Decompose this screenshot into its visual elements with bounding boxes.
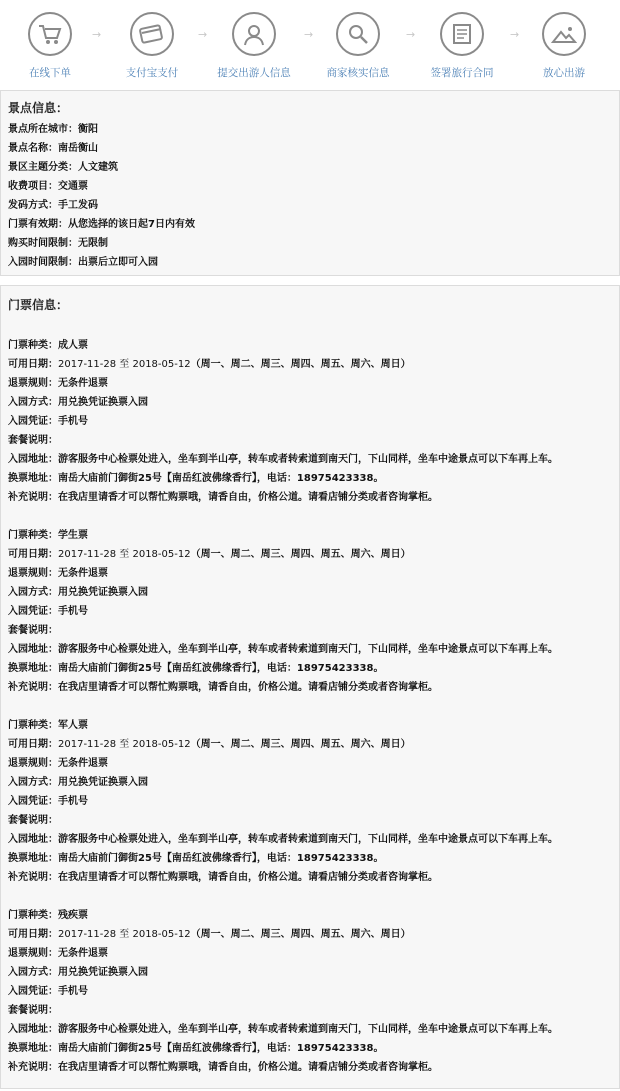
ticket-voucher: 入园凭证：手机号 <box>8 796 88 807</box>
ticket-package: 套餐说明： <box>8 815 58 826</box>
ticket-refund: 退票规则：无条件退票 <box>8 758 108 769</box>
arrow-icon: → <box>304 28 314 41</box>
arrow-icon: → <box>198 28 208 41</box>
ticket-note: 补充说明：在我店里请香才可以帮忙购票哦，请香自由，价格公道。请看店铺分类或者咨询掌柜。 <box>8 1062 438 1073</box>
step-merchant-verify <box>310 12 406 80</box>
info-row: 购买时间限制：无限制 <box>8 238 108 249</box>
step-submit-traveler <box>206 12 302 80</box>
step-label: 在线下单 <box>29 67 71 79</box>
ticket-exchange-address: 换票地址：南岳大庙前门御街25号【南岳红波佛缘香行】，电话：18975423338。 <box>8 1043 384 1054</box>
ticket-entry-address: 入园地址：游客服务中心检票处进入，坐车到半山亭，转车或者转索道到南天门，下山同样，坐车中途景点可以下车再上车。 <box>8 1024 558 1035</box>
ticket-type: 门票种类：学生票 <box>8 530 88 541</box>
ticket-refund: 退票规则：无条件退票 <box>8 568 108 579</box>
info-row: 景区主题分类：人文建筑 <box>8 162 118 173</box>
ticket-exchange-address: 换票地址：南岳大庙前门御街25号【南岳红波佛缘香行】，电话：18975423338。 <box>8 663 384 674</box>
step-travel <box>516 12 612 80</box>
arrow-icon: → <box>406 28 416 41</box>
ticket-entry-address: 入园地址：游客服务中心检票处进入，坐车到半山亭，转车或者转索道到南天门，下山同样，坐车中途景点可以下车再上车。 <box>8 644 558 655</box>
payment-card-icon <box>130 12 174 56</box>
ticket-voucher: 入园凭证：手机号 <box>8 606 88 617</box>
ticket-date: 可用日期：2017-11-28 至 2018-05-12（周一、周二、周三、周四、周五、周六、周日） <box>8 739 411 750</box>
ticket-block-military <box>8 716 612 887</box>
arrow-icon: → <box>510 28 520 41</box>
ticket-voucher: 入园凭证：手机号 <box>8 986 88 997</box>
info-row: 入园时间限制：出票后立即可入园 <box>8 257 158 268</box>
step-label: 签署旅行合同 <box>430 67 494 79</box>
ticket-package: 套餐说明： <box>8 1005 58 1016</box>
ticket-exchange-address: 换票地址：南岳大庙前门御街25号【南岳红波佛缘香行】，电话：18975423338。 <box>8 473 384 484</box>
ticket-entry-address: 入园地址：游客服务中心检票处进入，坐车到半山亭，转车或者转索道到南天门，下山同样，坐车中途景点可以下车再上车。 <box>8 834 558 845</box>
ticket-voucher: 入园凭证：手机号 <box>8 416 88 427</box>
ticket-exchange-address: 换票地址：南岳大庙前门御街25号【南岳红波佛缘香行】，电话：18975423338。 <box>8 853 384 864</box>
info-row: 景点所在城市：衡阳 <box>8 124 98 135</box>
step-online-order <box>2 12 98 80</box>
scenic-info-title: 景点信息： <box>8 101 69 115</box>
ticket-type: 门票种类：成人票 <box>8 340 88 351</box>
step-alipay <box>104 12 200 80</box>
ticket-package: 套餐说明： <box>8 625 58 636</box>
info-row: 收费项目：交通票 <box>8 181 88 192</box>
info-row: 发码方式：手工发码 <box>8 200 98 211</box>
step-label: 放心出游 <box>543 67 585 79</box>
magnifier-icon <box>336 12 380 56</box>
info-row: 景点名称：南岳衡山 <box>8 143 98 154</box>
ticket-refund: 退票规则：无条件退票 <box>8 948 108 959</box>
shopping-cart-icon <box>28 12 72 56</box>
ticket-block-disabled <box>8 906 612 1077</box>
ticket-date: 可用日期：2017-11-28 至 2018-05-12（周一、周二、周三、周四、周五、周六、周日） <box>8 929 411 940</box>
ticket-entry: 入园方式：用兑换凭证换票入园 <box>8 777 148 788</box>
ticket-note: 补充说明：在我店里请香才可以帮忙购票哦，请香自由，价格公道。请看店铺分类或者咨询掌柜。 <box>8 492 438 503</box>
info-row: 门票有效期：从您选择的该日起7日内有效 <box>8 219 195 230</box>
ticket-entry: 入园方式：用兑换凭证换票入园 <box>8 397 148 408</box>
ticket-entry: 入园方式：用兑换凭证换票入园 <box>8 587 148 598</box>
ticket-refund: 退票规则：无条件退票 <box>8 378 108 389</box>
step-label: 提交出游人信息 <box>217 67 291 79</box>
ticket-type: 门票种类：残疾票 <box>8 910 88 921</box>
user-icon <box>232 12 276 56</box>
ticket-entry: 入园方式：用兑换凭证换票入园 <box>8 967 148 978</box>
ticket-block-student <box>8 526 612 697</box>
ticket-date: 可用日期：2017-11-28 至 2018-05-12（周一、周二、周三、周四、周五、周六、周日） <box>8 359 411 370</box>
ticket-type: 门票种类：军人票 <box>8 720 88 731</box>
contract-document-icon <box>440 12 484 56</box>
ticket-date: 可用日期：2017-11-28 至 2018-05-12（周一、周二、周三、周四、周五、周六、周日） <box>8 549 411 560</box>
step-sign-contract <box>414 12 510 80</box>
ticket-note: 补充说明：在我店里请香才可以帮忙购票哦，请香自由，价格公道。请看店铺分类或者咨询掌柜。 <box>8 682 438 693</box>
ticket-info-title: 门票信息： <box>8 298 69 312</box>
step-label: 支付宝支付 <box>125 67 179 79</box>
scenic-info-panel <box>0 90 620 276</box>
arrow-icon: → <box>92 28 102 41</box>
process-steps <box>0 0 620 88</box>
mountain-landscape-icon <box>542 12 586 56</box>
ticket-package: 套餐说明： <box>8 435 58 446</box>
ticket-note: 补充说明：在我店里请香才可以帮忙购票哦，请香自由，价格公道。请看店铺分类或者咨询掌柜。 <box>8 872 438 883</box>
ticket-block-adult <box>8 336 612 507</box>
ticket-info-panel <box>0 285 620 1089</box>
step-label: 商家核实信息 <box>326 67 390 79</box>
ticket-entry-address: 入园地址：游客服务中心检票处进入，坐车到半山亭，转车或者转索道到南天门，下山同样，坐车中途景点可以下车再上车。 <box>8 454 558 465</box>
